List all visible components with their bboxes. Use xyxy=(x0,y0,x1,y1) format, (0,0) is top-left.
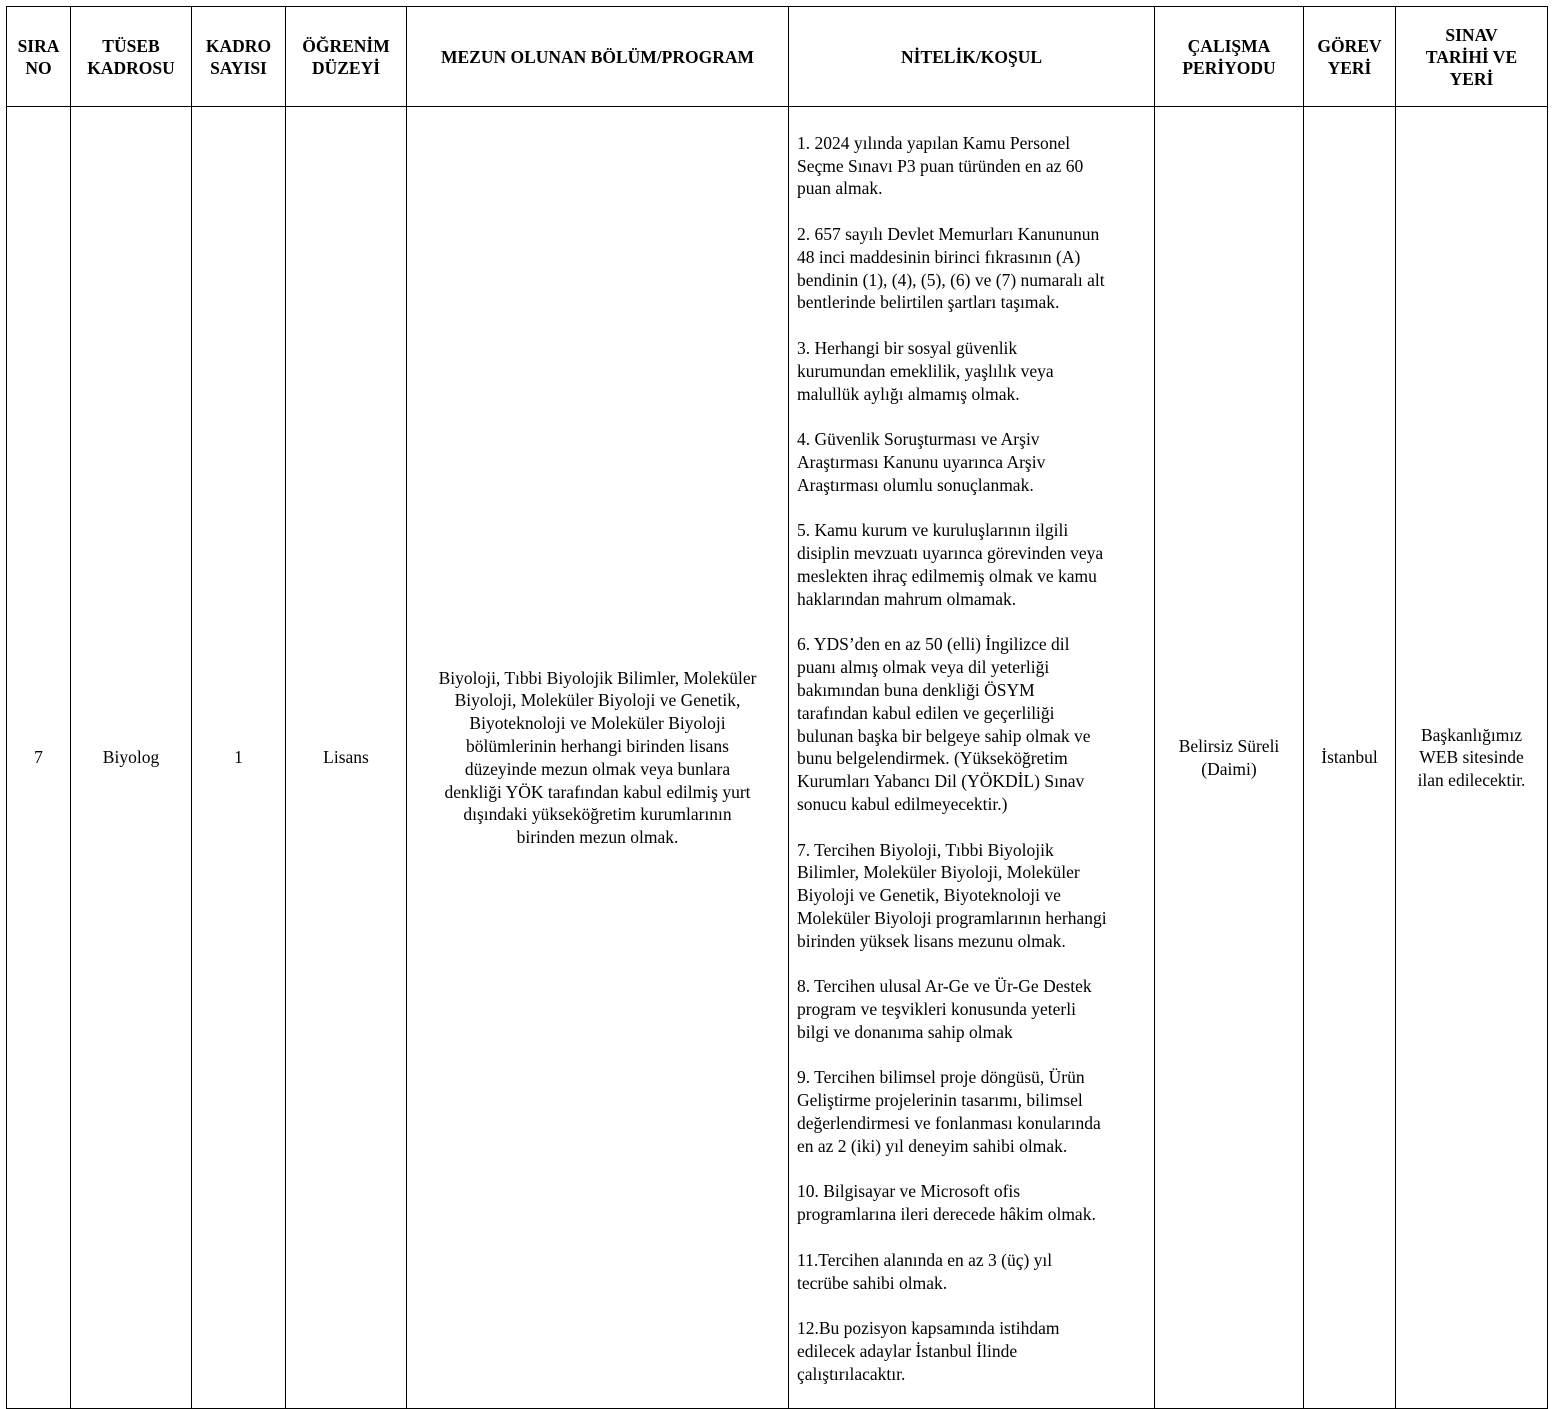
cell-sinav-tarihi: Başkanlığımız WEB sitesinde ilan edilecektir. xyxy=(1396,107,1548,1409)
header-calisma-periyodu: ÇALIŞMA PERİYODU xyxy=(1155,7,1304,107)
header-ogrenim-duzeyi: ÖĞRENİM DÜZEYİ xyxy=(286,7,407,107)
condition-item: 1. 2024 yılında yapılan Kamu Personel Seçme Sınavı P3 puan türünden en az 60 puan almak. xyxy=(797,132,1084,199)
condition-item: 11.Tercihen alanında en az 3 (üç) yıl tecrübe sahibi olmak. xyxy=(797,1249,1053,1293)
cell-calisma-periyodu: Belirsiz Süreli (Daimi) xyxy=(1155,107,1304,1409)
header-sira-no: SIRA NO xyxy=(7,7,71,107)
header-row xyxy=(7,7,1548,107)
header-mezun-bolum: MEZUN OLUNAN BÖLÜM/PROGRAM xyxy=(407,7,789,107)
condition-item: 12.Bu pozisyon kapsamında istihdam edilecek adaylar İstanbul İlinde çalıştırılacaktır. xyxy=(797,1318,1060,1384)
condition-item: 6. YDS’den en az 50 (elli) İngilizce dil puanı almış olmak veya dil yeterliği bakımından buna denkliği ÖSYM tarafından kabul edilen ve geçerliliği bulunan başka bir belgeye sahip olmak ve bunu belgelendirmek. (Yükseköğretim Kurumları Yabancı Dil (YÖKDİL) Sınav sonucu kabul edilmeyecektir.) xyxy=(797,634,1091,814)
cell-gorev-yeri: İstanbul xyxy=(1304,107,1396,1409)
condition-item: 10. Bilgisayar ve Microsoft ofis programlarına ileri derecede hâkim olmak. xyxy=(797,1181,1096,1225)
condition-item: 7. Tercihen Biyoloji, Tıbbi Biyolojik Bilimler, Moleküler Biyoloji, Moleküler Biyoloji ve Genetik, Biyoteknoloji ve Moleküler Biyoloji programlarının herhangi birinden yüksek lisans mezunu olmak. xyxy=(797,839,1107,951)
header-tuseb-kadrosu: TÜSEB KADROSU xyxy=(71,7,192,107)
condition-item: 9. Tercihen bilimsel proje döngüsü, Ürün Geliştirme projelerinin tasarımı, bilimsel değerlendirmesi ve fonlanması konularında en az 2 (iki) yıl deneyim sahibi olmak. xyxy=(797,1067,1101,1156)
cell-mezun-bolum: Biyoloji, Tıbbi Biyolojik Bilimler, Moleküler Biyoloji, Moleküler Biyoloji ve Genetik, Biyoteknoloji ve Moleküler Biyoloji bölümlerinin herhangi birinden lisans düzeyinde mezun olmak veya bunlara denkliği YÖK tarafından kabul edilmiş yurt dışındaki yükseköğretim kurumlarının birinden mezun olmak. xyxy=(407,107,789,1409)
cell-kadro-sayisi: 1 xyxy=(192,107,286,1409)
table-row xyxy=(7,107,1548,1409)
header-nitelik-kosul: NİTELİK/KOŞUL xyxy=(789,7,1155,107)
condition-item: 3. Herhangi bir sosyal güvenlik kurumundan emeklilik, yaşlılık veya malullük aylığı almamış olmak. xyxy=(797,337,1054,404)
job-listing-table xyxy=(6,6,1548,1409)
cell-sira-no: 7 xyxy=(7,107,71,1409)
header-gorev-yeri: GÖREV YERİ xyxy=(1304,7,1396,107)
cell-nitelik-kosul xyxy=(789,107,1155,1409)
condition-item: 8. Tercihen ulusal Ar-Ge ve Ür-Ge Destek program ve teşvikleri konusunda yeterli bilgi ve donanıma sahip olmak xyxy=(797,976,1092,1042)
header-sinav-tarihi: SINAV TARİHİ VE YERİ xyxy=(1396,7,1548,107)
condition-item: 4. Güvenlik Soruşturması ve Arşiv Araştırması Kanunu uyarınca Arşiv Araştırması olumlu sonuçlanmak. xyxy=(797,429,1046,495)
condition-item: 2. 657 sayılı Devlet Memurları Kanununun 48 inci maddesinin birinci fıkrasının (A) bendinin (1), (4), (5), (6) ve (7) numaralı alt bentlerinde belirtilen şartları taşımak. xyxy=(797,223,1105,313)
header-kadro-sayisi: KADRO SAYISI xyxy=(192,7,286,107)
cell-ogrenim-duzeyi: Lisans xyxy=(286,107,407,1409)
condition-item: 5. Kamu kurum ve kuruluşlarının ilgili disiplin mevzuatı uyarınca görevinden veya meslekten ihraç edilmemiş olmak ve kamu haklarından mahrum olmamak. xyxy=(797,520,1104,609)
cell-tuseb-kadrosu: Biyolog xyxy=(71,107,192,1409)
